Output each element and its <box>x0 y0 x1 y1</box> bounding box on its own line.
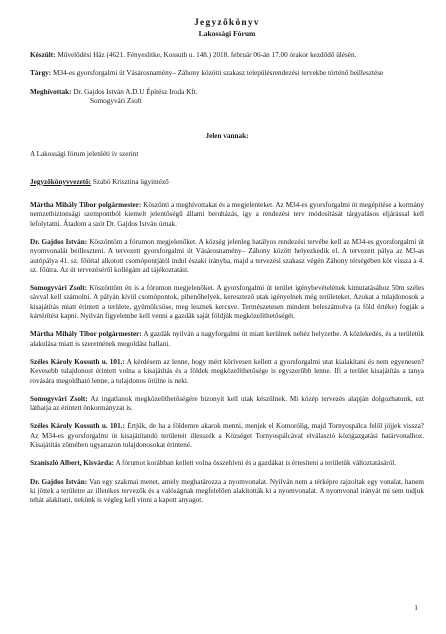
meghivottak-label: Meghívottak: <box>30 87 72 96</box>
targy-label: Tárgy: <box>30 69 52 78</box>
paragraph <box>30 422 424 450</box>
meghivott-2-line <box>30 97 424 106</box>
speaker: Szaniszló Albert, Kisvárda: <box>30 459 115 468</box>
targy-line <box>30 69 424 78</box>
paragraph <box>30 201 424 229</box>
paragraph-text: A fórumot korábban kellett volna összehívni és a gazdákat is értesíteni a területük változtatásáról. <box>115 459 397 468</box>
paragraph-text: A kérdésem az lenne, hogy mért körívesen kellett a gyorsforgalmi utat kialakítani és nem egyenesen? Kevesebb tulajdonost érintett volna a kisajátítás és a földek megközelíthetősége is egyszerűbb lenne. Ifi a terület kisajátítás a tanya rovására megoldható lenne, a tulajdonos örülne is neki. <box>30 357 424 385</box>
meghivott-1: Dr. Gajdos István A.D.U Építész Iroda Kft. <box>73 87 198 96</box>
paragraph-text: Értjük, de ha a földemre akarok menni, menjek el Komorólig, majd Tornyospálca felől jöjjek vissza? Az M34-es gyorsforgalmi út kisajátítandó területeit illesszék a Községet Tornyospálcával elválasztó közigazgatási határvonalhoz. Kisajátítás zömében ugyanazon tulajdonosokat érintené. <box>30 422 424 450</box>
paragraph <box>30 284 424 321</box>
jelen-label: Jelen vannak: <box>205 132 249 141</box>
paragraph-text: Köszönti a meghívottakat és a megjelenteket. Az M34-es gyorsforgalmi út megépítése a kormány nemzetbiztonsági szempontból kiemelt jelentőségű állami beruházás, így a rendezési terv módosítását tárgyalásos eljárással kell lefolytatni. Átadom a szót Dr. Gajdos István úrnak. <box>30 201 424 228</box>
meghivottak-line <box>30 88 424 97</box>
speaker: Mártha Mihály Tibor polgármester: <box>30 330 142 339</box>
speaker: Somogyvári Zsolt: <box>30 284 88 293</box>
paragraph <box>30 459 424 468</box>
jelen-text: A Lakossági fórum jelenléti ív szerint <box>30 150 139 159</box>
keszult-text: Művelődési Ház (4621. Fényeslitke, Kossuth u. 148.) 2018. február 06-án 17.00 órakor kezdődő ülésén. <box>57 51 357 59</box>
paragraph-text: Van egy szakmai menet, amely meghatározza a nyomvonalat. Nyilván nem a térképre rajzoltak egy vonalat, hanem ki jöttek a területre az illetékes tervezők és a valóságnak megfelelően alakították ki a nyomvonalat. A nyomvonal irányát mi sem tudjuk tehát alakítani, nekünk is végleg kell vinni a kapott anyagot. <box>30 477 424 505</box>
meghivott-2: Somogyvári Zsolt <box>90 96 142 105</box>
paragraph <box>30 395 424 414</box>
speaker: Dr. Gajdos István: <box>30 477 88 486</box>
paragraph-text: Az ingatlanok megközelíthetőségére bizonyít kell utak készülnek. Mi közép tervezés alapján dolgozhatunk, ezt láthatja az érintett önkormányzat is. <box>30 394 425 413</box>
paragraph <box>30 358 424 386</box>
document-subtitle: Lakossági Fórum <box>198 29 256 38</box>
keszult-label: Készült: <box>30 51 56 59</box>
vezeto-text: Szabó Krisztina ügyintéző <box>92 177 169 186</box>
speaker: Széles Károly Kossuth u. 101.: <box>30 422 125 431</box>
targy-text: M34-es gyorsforgalmi út Vásárosnamény– Záhony közötti szakasz településrendezési tervekbe történő beillesztése <box>52 69 384 78</box>
vezeto-label: Jegyzőkönyvvezető: <box>30 177 92 186</box>
paragraph <box>30 330 424 349</box>
paragraph-text: Köszöntöm a fórumon megjelenőket. A község jelenleg hatályos rendezési tervébe kell az M34-es gyorsforgalmi út nyomvonalát beilleszteni. A tervezett gyorsforgalmi út Vásárosnamény– Záhony között helyezkedik el. A tervezett pálya az M3-as autópálya 41. sz. főúttal alkotott csomópontjától indul északi irányba, majd a tervezési szakasz végén Záhony térségében köt vissza a 4. sz. főútra. Az út tervezéséről kollégám ad tájékoztatást. <box>30 237 424 274</box>
minutes-body <box>30 201 424 505</box>
speaker: Dr. Gajdos István: <box>30 237 88 246</box>
document-title: Jegyzőkönyv <box>194 18 260 28</box>
page-number: 1 <box>414 602 418 612</box>
speaker: Somogyvári Zsolt: <box>30 394 88 403</box>
speaker: Széles Károly Kossuth u. 101.: <box>30 357 125 366</box>
paragraph-text: A gazdák nyilván a nagyforgalmi út miatt kerülnek nehéz helyzetbe. A közlekedés, és a területük alakulása miatt is szeretnének megoldást hallani. <box>30 330 424 348</box>
vezeto-line <box>30 178 424 187</box>
keszult-line <box>30 51 424 60</box>
paragraph-text: Köszöntöm én is a fórumon megjelenőket. A gyorsforgalmi út terület igénybevételének kimutatásához 50m széles sávval kell számolni. A pályán kívül csomópontok, pihenőhelyek, keresztező utak igényelnek még területeket. Azokat a tulajdonosok a kisajátítás miatt érintett a területe, gyümölcsöse, meg lesznek kercsve. Természetesen mindent beleszámolva (a föld értéke) fogják a kártérítést kapni. Nyilván figyelembe kell venni a gazdák saját földjük megközelíthetőségét. <box>30 284 425 321</box>
paragraph <box>30 478 424 506</box>
paragraph <box>30 238 424 275</box>
speaker: Mártha Mihály Tibor polgármester: <box>30 201 142 210</box>
